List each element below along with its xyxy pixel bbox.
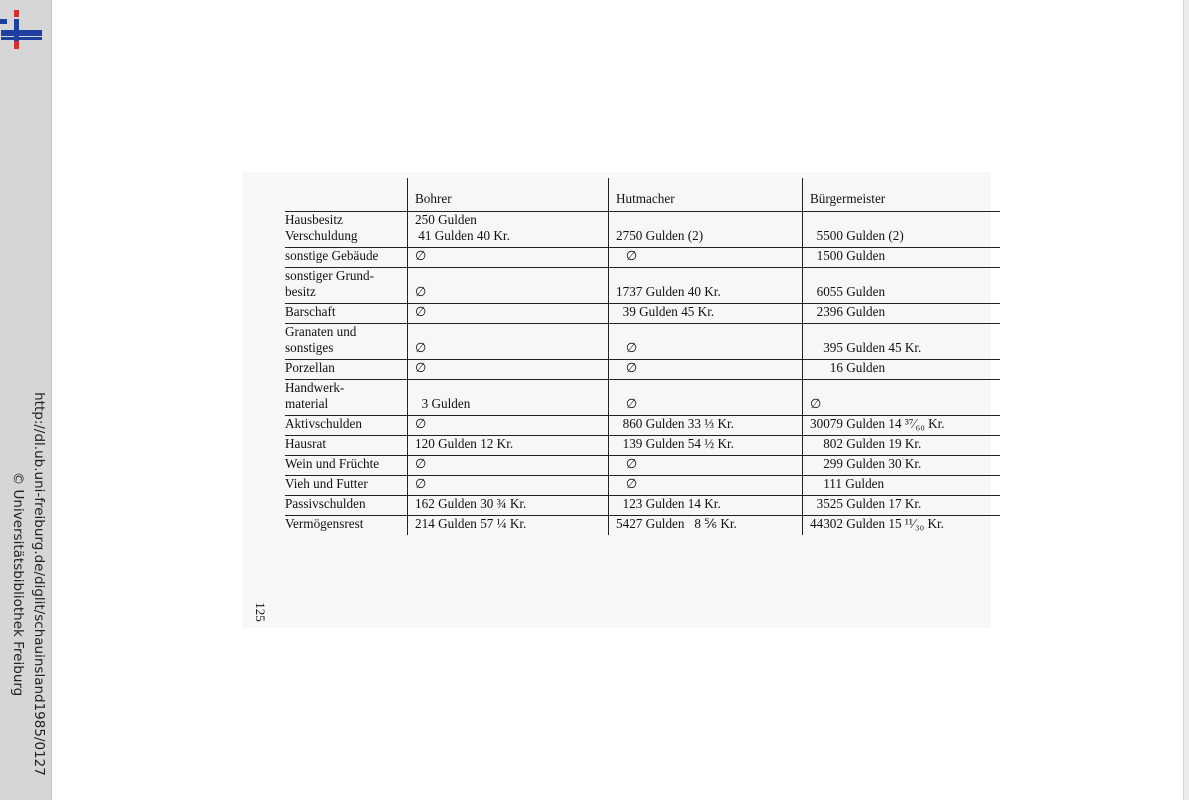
row-label: Vermögensrest — [285, 516, 364, 531]
table-row — [285, 380, 1000, 416]
copyright-text: © Universitätsbibliothek Freiburg — [10, 471, 26, 697]
cell-bohrer: 162 Gulden 30 ¾ Kr. — [408, 496, 609, 516]
row-label: sonstige Gebäude — [285, 248, 408, 268]
row-label: Granaten und sonstiges — [285, 324, 408, 360]
cell-hutmacher: ∅ — [609, 456, 803, 476]
cell-buergermeister: 5500 Gulden (2) — [803, 212, 1001, 248]
table-row — [285, 516, 1000, 536]
header-label — [285, 178, 408, 212]
inventory-table — [285, 178, 1000, 535]
cell-buergermeister: 802 Gulden 19 Kr. — [803, 436, 1001, 456]
cell-bohrer: ∅ — [408, 476, 609, 496]
row-label: Aktivschulden — [285, 416, 408, 436]
table-row — [285, 324, 1000, 360]
cell-hutmacher: ∅ — [609, 324, 803, 360]
table-row — [285, 212, 1000, 248]
row-label: sonstiger Grund- besitz — [285, 268, 408, 304]
table-row — [285, 496, 1000, 516]
cell-buergermeister: 6055 Gulden — [803, 268, 1001, 304]
table-row — [285, 436, 1000, 456]
table-row — [285, 456, 1000, 476]
table-header-row — [285, 178, 1000, 212]
cell-buergermeister: 1500 Gulden — [803, 248, 1001, 268]
cell-bohrer: 250 Gulden 41 Gulden 40 Kr. — [408, 212, 609, 248]
header-buergermeister: Bürgermeister — [803, 178, 1001, 212]
cell-buergermeister: 30079 Gulden 14 ³⁷⁄₆₀ Kr. — [803, 416, 1001, 436]
cell-hutmacher: ∅ — [609, 248, 803, 268]
cell-buergermeister: 44302 Gulden 15 ¹¹⁄₃₀ Kr. — [803, 516, 1001, 536]
source-url-link[interactable]: http://dl.ub.uni-freiburg.de/diglit/schauinsland1985/0127 — [31, 392, 47, 776]
row-label: Hausbesitz Verschuldung — [285, 212, 408, 248]
cell-buergermeister: 395 Gulden 45 Kr. — [803, 324, 1001, 360]
table-row — [285, 248, 1000, 268]
table-row — [285, 360, 1000, 380]
header-bohrer: Bohrer — [408, 178, 609, 212]
cell-hutmacher: 123 Gulden 14 Kr. — [609, 496, 803, 516]
row-label: Handwerk- material — [285, 380, 408, 416]
cell-bohrer: ∅ — [408, 416, 609, 436]
table-row — [285, 416, 1000, 436]
cell-hutmacher: ∅ — [609, 380, 803, 416]
cell-buergermeister: ∅ — [803, 380, 1001, 416]
cell-buergermeister: 3525 Gulden 17 Kr. — [803, 496, 1001, 516]
cell-bohrer: ∅ — [408, 268, 609, 304]
cell-hutmacher: 39 Gulden 45 Kr. — [609, 304, 803, 324]
cell-hutmacher: 139 Gulden 54 ½ Kr. — [609, 436, 803, 456]
row-label: Passivschulden — [285, 496, 408, 516]
cell-buergermeister: 111 Gulden — [803, 476, 1001, 496]
cell-hutmacher: 5427 Gulden 8 ⅚ Kr. — [609, 516, 803, 536]
row-label: Vieh und Futter — [285, 476, 408, 496]
cell-buergermeister: 16 Gulden — [803, 360, 1001, 380]
table-row — [285, 304, 1000, 324]
viewer-sidebar — [0, 0, 52, 800]
row-label: Porzellan — [285, 360, 408, 380]
cell-bohrer: ∅ — [408, 248, 609, 268]
row-label: Wein und Früchte — [285, 456, 408, 476]
header-hutmacher: Hutmacher — [609, 178, 803, 212]
cell-bohrer: ∅ — [408, 360, 609, 380]
cell-buergermeister: 2396 Gulden — [803, 304, 1001, 324]
cell-bohrer: ∅ — [408, 304, 609, 324]
cell-hutmacher: 1737 Gulden 40 Kr. — [609, 268, 803, 304]
cell-buergermeister: 299 Gulden 30 Kr. — [803, 456, 1001, 476]
row-label: Barschaft — [285, 304, 408, 324]
cell-hutmacher: 860 Gulden 33 ⅓ Kr. — [609, 416, 803, 436]
cell-hutmacher: 2750 Gulden (2) — [609, 212, 803, 248]
table-row — [285, 268, 1000, 304]
page-number: 125 — [252, 602, 268, 622]
cell-bohrer: 120 Gulden 12 Kr. — [408, 436, 609, 456]
cell-bohrer: ∅ — [408, 456, 609, 476]
cell-bohrer: ∅ — [408, 324, 609, 360]
library-logo-icon — [0, 8, 44, 52]
cell-bohrer: 3 Gulden — [408, 380, 609, 416]
scrollbar-track[interactable] — [1183, 0, 1189, 800]
cell-hutmacher: ∅ — [609, 476, 803, 496]
cell-bohrer: 214 Gulden 57 ¼ Kr. — [408, 516, 609, 536]
cell-hutmacher: ∅ — [609, 360, 803, 380]
table-row — [285, 476, 1000, 496]
row-label: Hausrat — [285, 436, 408, 456]
